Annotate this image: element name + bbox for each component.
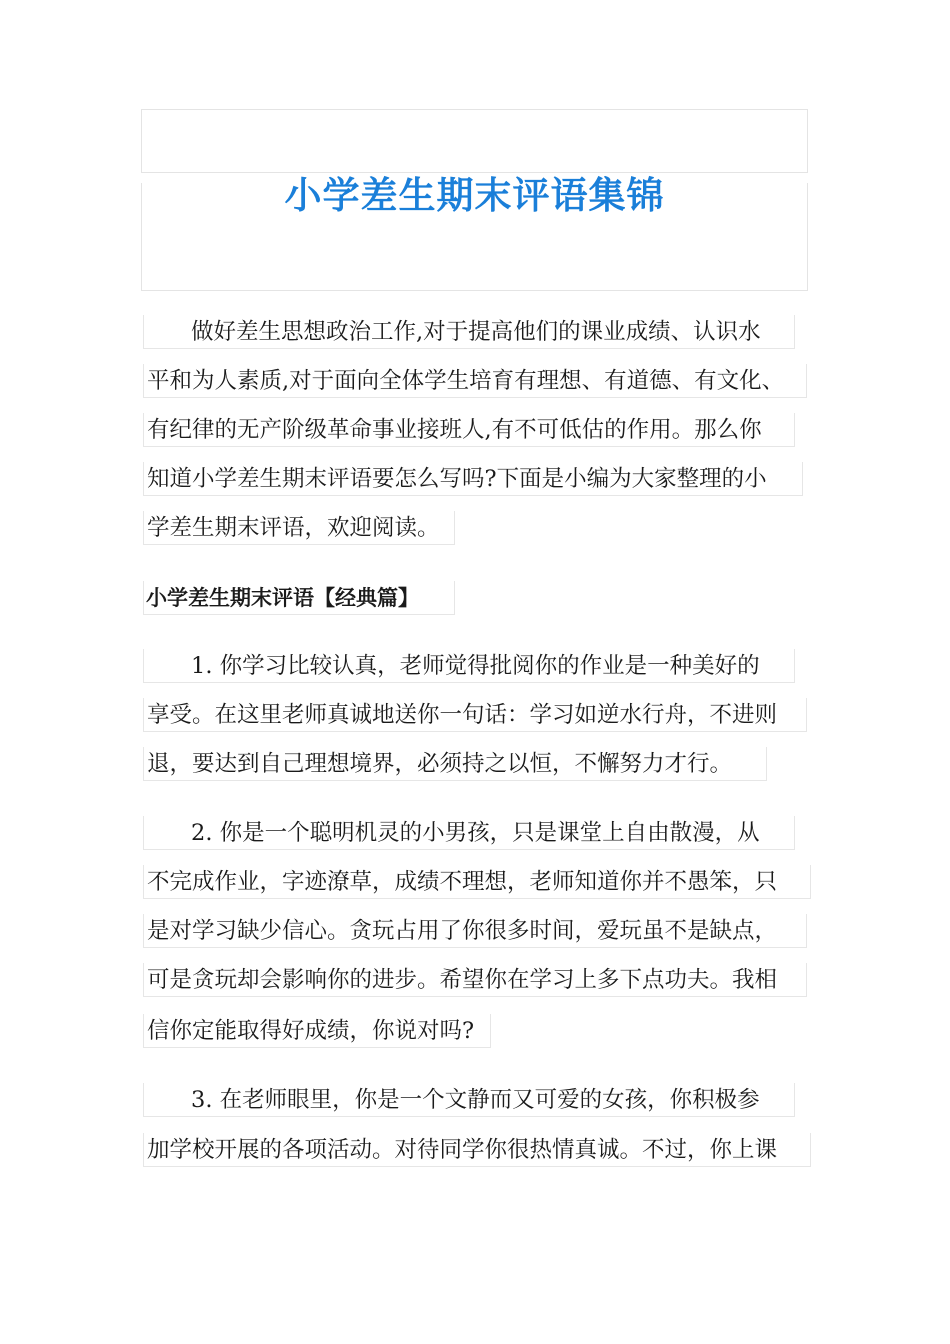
title-block	[141, 109, 808, 291]
item-3-line: 3. 在老师眼里，你是一个文静而又可爱的女孩，你积极参	[143, 1083, 795, 1117]
intro-line: 学差生期末评语，欢迎阅读。	[143, 511, 455, 545]
intro-line: 知道小学差生期末评语要怎么写吗?下面是小编为大家整理的小	[143, 462, 803, 496]
item-2-line: 是对学习缺少信心。贪玩占用了你很多时间，爱玩虽不是缺点，	[143, 914, 807, 948]
document-title: 小学差生期末评语集锦	[284, 174, 665, 217]
item-1-line: 退，要达到自己理想境界，必须持之以恒，不懈努力才行。	[143, 747, 767, 781]
item-2-line: 信你定能取得好成绩，你说对吗?	[143, 1014, 491, 1048]
title-frame-top	[141, 109, 808, 173]
item-2-line: 可是贪玩却会影响你的进步。希望你在学习上多下点功夫。我相	[143, 963, 807, 997]
section-heading: 小学差生期末评语【经典篇】	[143, 581, 455, 615]
intro-line: 有纪律的无产阶级革命事业接班人,有不可低估的作用。那么你	[143, 413, 795, 447]
intro-line: 平和为人素质,对于面向全体学生培育有理想、有道德、有文化、	[143, 364, 807, 398]
item-3-line: 加学校开展的各项活动。对待同学你很热情真诚。不过，你上课	[143, 1133, 811, 1167]
item-2-line: 2. 你是一个聪明机灵的小男孩，只是课堂上自由散漫，从	[143, 816, 795, 850]
item-2-line: 不完成作业，字迹潦草，成绩不理想，老师知道你并不愚笨，只	[143, 865, 811, 899]
intro-line: 做好差生思想政治工作,对于提高他们的课业成绩、认识水	[143, 315, 795, 349]
item-1-line: 1. 你学习比较认真，老师觉得批阅你的作业是一种美好的	[143, 649, 795, 683]
item-1-line: 享受。在这里老师真诚地送你一句话：学习如逆水行舟，不进则	[143, 698, 807, 732]
